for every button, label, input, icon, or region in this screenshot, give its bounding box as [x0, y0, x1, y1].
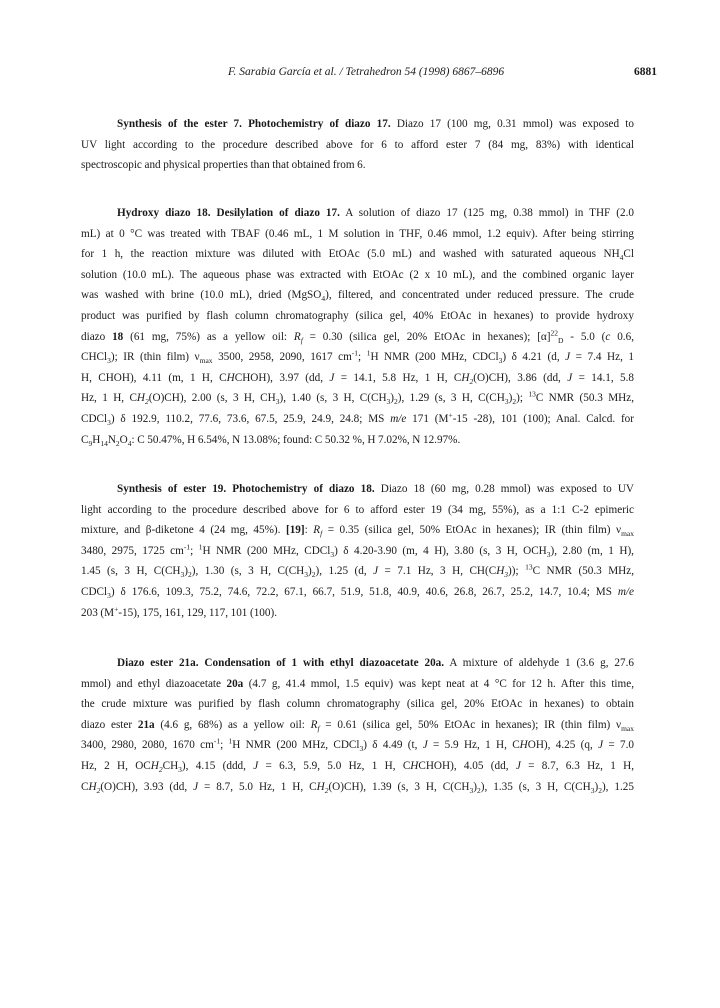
text-line: CDCl$_3$) δ 176.6, 109.3, 75.2, 74.6, 72.2, 67.1, 66.7, 51.9, 51.8, 40.9, 40.6, 26.8, 26.7, 25.2, 14.7, 10.4; MS m/e [81, 585, 634, 601]
text-line: 203 (M+-15), 175, 161, 129, 117, 101 (100). [81, 603, 278, 619]
text-line: product was purified by flash column chromatography (silica gel, 40% EtOAc in hexanes) to provide hydroxy [81, 309, 634, 322]
running-header [0, 66, 720, 84]
text-line: $C_9H_{14}N_2O_4$: C 50.47%, H 6.54%, N 13.08%; found: C 50.32 %, H 7.02%, N 12.97%. [81, 433, 461, 448]
text-line: mmol) and ethyl diazoacetate 20a (4.7 g, 41.4 mmol, 1.5 equiv) was kept neat at 4 °C for 12 h. After this time, [81, 677, 634, 690]
text-line: Hydroxy diazo 18. Desilylation of diazo 17. A solution of diazo 17 (125 mg, 0.38 mmol) in THF (2.0 [117, 207, 634, 219]
text-line: H, CHOH), 4.11 (m, 1 H, CHCHOH), 3.97 (dd, J = 14.1, 5.8 Hz, 1 H, $CH_2(O)CH$), 3.86 (dd, J = 14.1, 5.8 [81, 371, 634, 386]
paragraph-diazo-ester-21a [81, 653, 634, 797]
text-line: 3400, 2980, 2080, 1670 $cm^{-1}$; $^1$H NMR (200 MHz, CDCl$_3$) δ 4.49 (t, J = 5.9 Hz, 1 H, CHOH), 4.25 (q, J = 7.0 [81, 736, 634, 754]
text-line: diazo 18 (61 mg, 75%) as a yellow oil: $R_f = 0.30$ (silica gel, 20% EtOAc in hexanes); $[\alpha]^{22}_D - 5.0$ (c 0.6, [81, 327, 634, 345]
text-line: mL) at 0 °C was treated with TBAF (0.46 mL, 1 M solution in THF, 0.46 mmol, 1.2 equiv). After being stirring [81, 227, 634, 240]
running-title: F. Sarabia García et al. / Tetrahedron 54 (1998) 6867–6896 [228, 66, 505, 78]
text-line: Synthesis of ester 19. Photochemistry of diazo 18. Diazo 18 (60 mg, 0.28 mmol) was exposed to UV [117, 483, 634, 495]
text-line: solution (10.0 mL). The aqueous phase was extracted with EtOAc (2 x 10 mL), and the combined organic layer [81, 268, 634, 281]
paragraph-synthesis-ester-19 [81, 479, 634, 623]
text-line: Diazo ester 21a. Condensation of 1 with ethyl diazoacetate 20a. A mixture of aldehyde 1 (3.6 g, 27.6 [117, 657, 634, 669]
text-line: diazo ester 21a (4.6 g, 68%) as a yellow oil: $R_f = 0.61$ (silica gel, 50% EtOAc in hexanes); IR (thin film) $\nu_{max}$ [81, 718, 634, 734]
text-line: for 1 h, the reaction mixture was diluted with EtOAc (5.0 mL) and washed with saturated aqueous $NH_4Cl$ [81, 248, 634, 263]
text-line: Hz, 2 H, $OCH_2CH_3$), 4.15 (ddd, J = 6.3, 5.9, 5.0 Hz, 1 H, CHCHOH), 4.05 (dd, J = 8.7, 6.3 Hz, 1 H, [81, 759, 634, 775]
page-number: 6881 [634, 66, 657, 78]
text-line: UV light according to the procedure described above for 6 to afford ester 7 (84 mg, 83%) with identical [81, 138, 634, 151]
text-line: Synthesis of the ester 7. Photochemistry of diazo 17. Diazo 17 (100 mg, 0.31 mmol) was exposed to [117, 118, 634, 130]
text-line: the crude mixture was purified by flash column chromatography (silica gel, 20% EtOAc in hexanes) to obtain [81, 698, 634, 711]
text-line: 3480, 2975, 1725 $cm^{-1}$; $^1$H NMR (200 MHz, CDCl$_3$) δ 4.20-3.90 (m, 4 H), 3.80 (s, 3 H, $OCH_3$), 2.80 (m, 1 H), [81, 542, 634, 560]
text-line: 1.45 (s, 3 H, $C(CH_3)_2$), 1.30 (s, 3 H, $C(CH_3)_2$), 1.25 (d, J = 7.1 Hz, 3 H, $CH(CH_3)$); $^{13}$C NMR (50.3 MHz, [81, 562, 634, 580]
text-line: spectroscopic and physical properties than that obtained from 6. [81, 159, 366, 172]
text-line: was washed with brine (10.0 mL), dried (MgSO$_4$), filtered, and concentrated under reduced pressure. The crude [81, 289, 634, 304]
paragraph-hydroxy-diazo-18 [81, 203, 634, 450]
text-line: Hz, 1 H, $CH_2(O)CH$), 2.00 (s, 3 H, $CH_3$), 1.40 (s, 3 H, $C(CH_3)_2$), 1.29 (s, 3 H, $C(CH_3)_2$); $^{13}$C NMR (50.3 MHz, [81, 389, 634, 407]
text-line: $CH_2(O)CH$), 3.93 (dd, J = 8.7, 5.0 Hz, 1 H, $CH_2(O)CH$), 1.39 (s, 3 H, $C(CH_3)_2$), 1.35 (s, 3 H, $C(CH_3)_2$), 1.25 [81, 780, 634, 795]
text-line: CHCl$_3$); IR (thin film) $\nu_{max}$ 3500, 2958, 2090, 1617 $cm^{-1}$; $^1$H NMR (200 MHz, CDCl$_3$) δ 4.21 (d, J = 7.4 Hz, 1 [81, 348, 634, 366]
text-line: CDCl$_3$) δ 192.9, 110.2, 77.6, 73.6, 67.5, 25.9, 24.9, 24.8; MS m/e 171 (M+-15 -28), 101 (100); Anal. Calcd. for [81, 410, 634, 428]
text-line: light according to the procedure described above for 6 to afford ester 19 (34 mg, 55%), as a 1:1 C-2 epimeric [81, 503, 634, 516]
text-line: mixture, and β-diketone 4 (24 mg, 45%). [19]: $R_f = 0.35$ (silica gel, 50% EtOAc in hexanes); IR (thin film) $\nu_{max}$ [81, 524, 634, 539]
paragraph-synthesis-ester-7 [81, 114, 634, 176]
